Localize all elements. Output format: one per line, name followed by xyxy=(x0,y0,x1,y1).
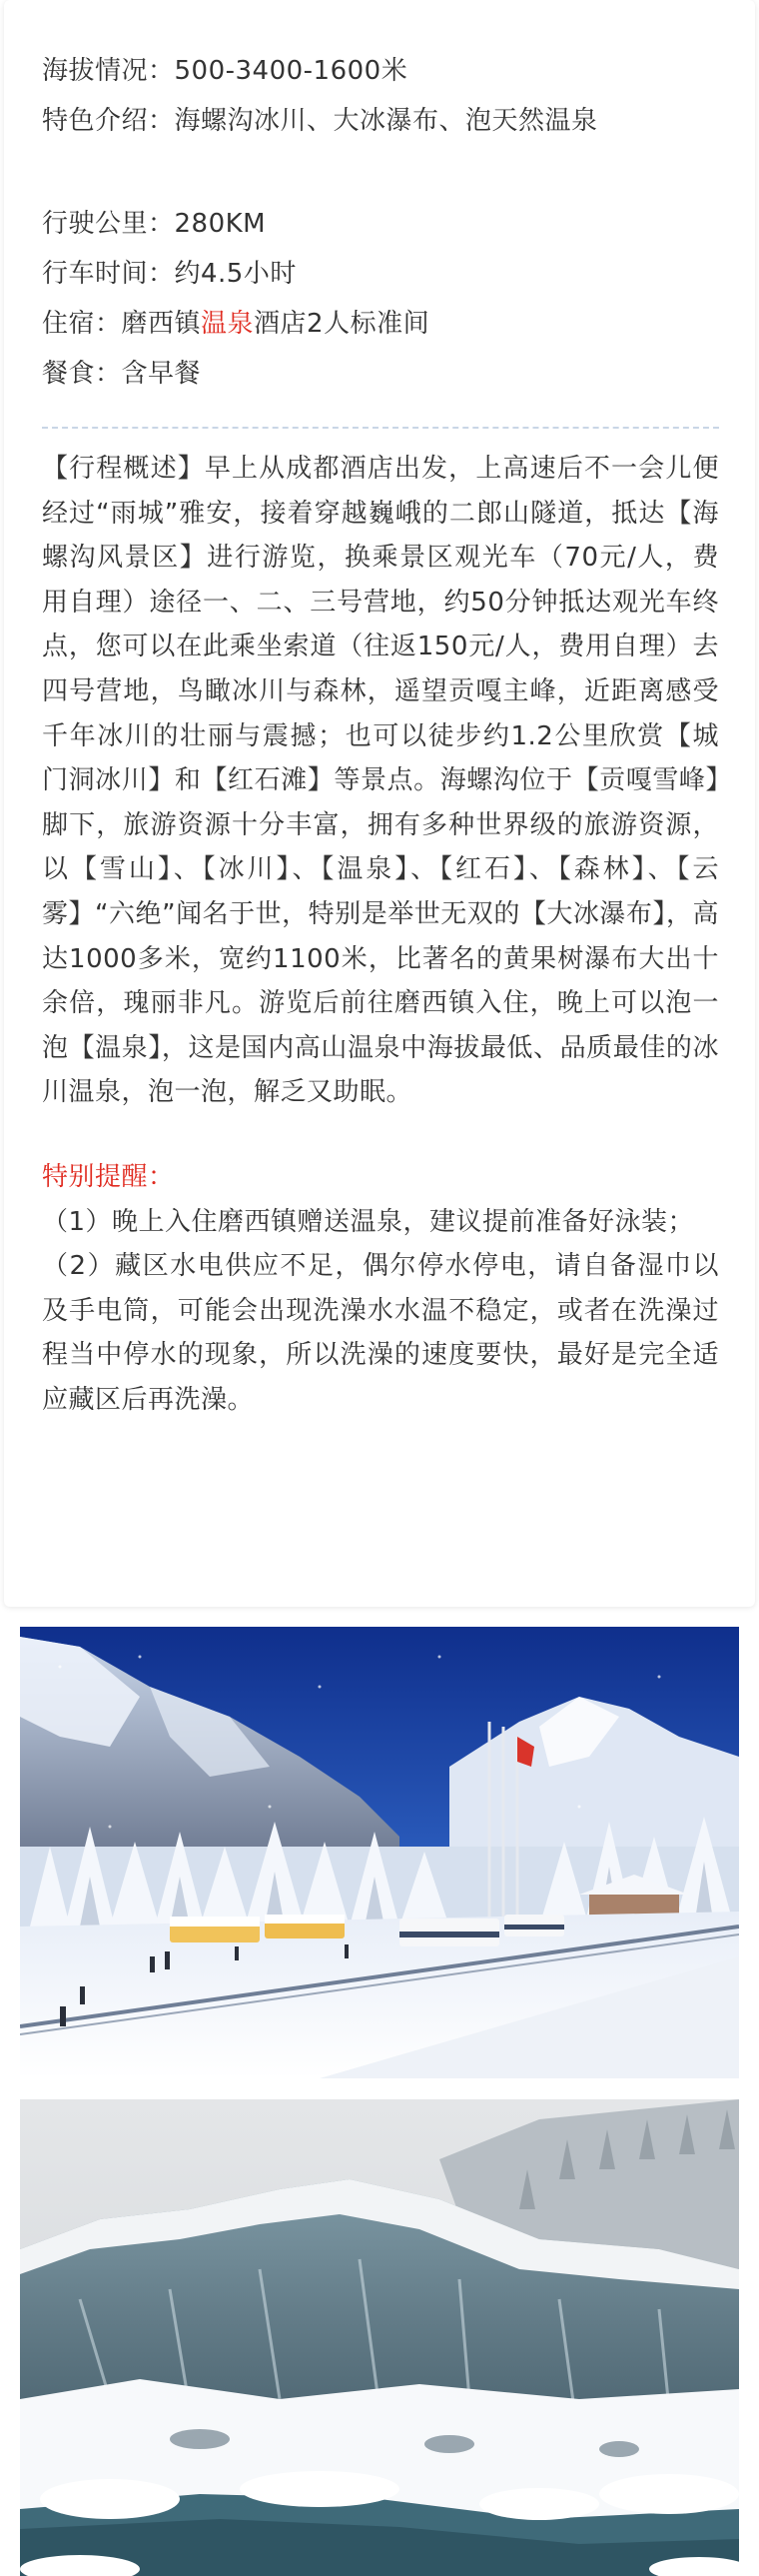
lodging-line xyxy=(42,299,719,349)
glacier-photo xyxy=(20,2099,739,2576)
drive-time-line: 行车时间：约4.5小时 xyxy=(42,259,297,289)
reminder-item: （2）藏区水电供应不足，偶尔停水停电，请自备湿巾以及手电筒，可能会出现洗澡水水温不稳定，或者在洗澡过程当中停水的现象，所以洗澡的速度要快，最好是完全适应藏区后再洗澡。 xyxy=(42,1251,719,1415)
lodging-prefix: 住宿：磨西镇 xyxy=(42,309,202,339)
feature-line: 特色介绍：海螺沟冰川、大冰瀑布、泡天然温泉 xyxy=(42,106,598,136)
altitude-line: 海拔情况：500-3400-1600米 xyxy=(42,56,408,86)
lodging-highlight: 温泉 xyxy=(201,309,255,339)
itinerary-card xyxy=(4,0,755,1607)
lodging-suffix: 酒店2人标准间 xyxy=(254,309,430,339)
reminder-item: （1）晚上入住磨西镇赠送温泉，建议提前准备好泳装； xyxy=(42,1206,695,1237)
reminder-section xyxy=(42,1155,719,1423)
meal-line: 餐食：含早餐 xyxy=(42,359,202,389)
section-divider xyxy=(42,427,719,429)
distance-line: 行驶公里：280KM xyxy=(42,209,267,239)
snow-valley-photo xyxy=(20,1627,739,2078)
itinerary-content xyxy=(42,46,719,1422)
overview-paragraph: 【行程概述】早上从成都酒店出发，上高速后不一会儿便经过“雨城”雅安，接着穿越巍峨的二郎山隧道，抵达【海螺沟风景区】进行游览，换乘景区观光车（70元/人，费用自理）途径一、二、三号营地，约50分钟抵达观光车终点，您可以在此乘坐索道（往返150元/人，费用自理）去四号营地，鸟瞰冰川与森林，遥望贡嘎主峰，近距离感受千年冰川的壮丽与震撼；也可以徒步约1.2公里欣赏【城门洞冰川】和【红石滩】等景点。海螺沟位于【贡嘎雪峰】脚下，旅游资源十分丰富，拥有多种世界级的旅游资源，以【雪山】、【冰川】、【温泉】、【红石】、【森林】、【云雾】“六绝”闻名于世，特别是举世无双的【大冰瀑布】，高达1000多米，宽约1100米，比著名的黄果树瀑布大出十余倍，瑰丽非凡。游览后前往磨西镇入住，晚上可以泡一泡【温泉】，这是国内高山温泉中海拔最低、品质最佳的冰川温泉，泡一泡，解乏又助眠。 xyxy=(42,454,719,1108)
reminder-title: 特别提醒： xyxy=(42,1161,175,1192)
